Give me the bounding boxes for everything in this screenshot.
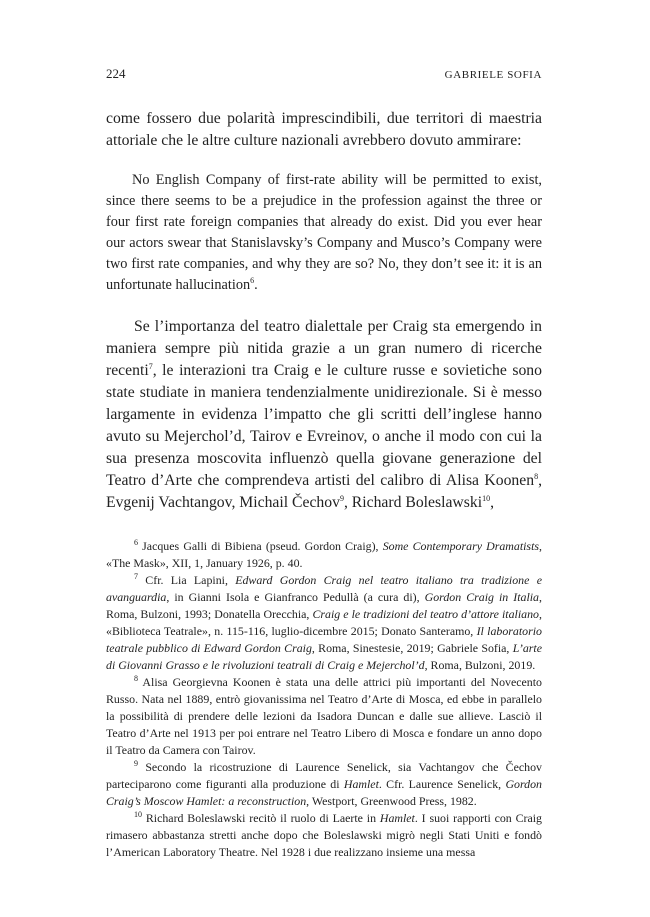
footnote-text: , «The Mask», XII, 1, January 1926, p. 40. [106, 539, 542, 570]
footnote-8 [106, 674, 542, 759]
paragraph-segment: Se l’importanza del teatro dialettale per Craig sta emergendo in maniera sempre più nitida grazie a un gran numero di ricerche recenti [106, 318, 542, 379]
footnote-text: Richard Boleslawski recitò il ruolo di Laerte in [145, 811, 380, 825]
footnote-title: Gordon Craig in Italia [424, 590, 540, 604]
footnote-title: Hamlet [343, 777, 379, 791]
footnote-ref-7[interactable]: 7 [148, 361, 153, 371]
footnote-number: 8 [134, 674, 138, 684]
body-paragraph [106, 316, 542, 514]
footnote-text: , Roma, Bulzoni, 1993; Donatella Orecchia, [106, 590, 542, 621]
footnote-title: L’arte di Giovanni Grasso e le rivoluzioni teatrali di Craig e Mejerchol’d [106, 641, 542, 672]
footnote-10 [106, 810, 542, 861]
footnote-text: , Westport, Greenwood Press, 1982. [306, 794, 477, 808]
footnote-7 [106, 572, 542, 674]
running-head: GABRIELE SOFIA [444, 69, 542, 81]
footnote-title: Some Contemporary Dramatists [382, 539, 539, 553]
footnote-title: Edward Gordon Craig nel teatro italiano tra tradizione e avanguardia [106, 573, 542, 604]
footnote-text: . I suoi rapporti con Craig rimasero abbastanza stretti anche dopo che Boleslawski migrò negli Stati Uniti e fondò l’American Laboratory Theatre. Nel 1928 i due realizzano insieme una messa [106, 811, 542, 859]
footnote-title: Gordon Craig’s Moscow Hamlet: a reconstruction [106, 777, 543, 808]
quote-text: No English Company of first-rate ability will be permitted to exist, since there seems to be a prejudice in the profession against the three or four first rate foreign companies that already do exist. Did you ever hear our actors swear that Stanislavsky’s Company and Musco’s Company were two first rate companies, and why they are so? No, they don’t see it: it is an unfortunate hallucination [106, 172, 542, 293]
paragraph-segment: , Richard Boleslawski [343, 494, 483, 511]
footnote-text: Jacques Galli di Bibiena (pseud. Gordon Craig), [142, 539, 383, 553]
footnote-text: , Roma, Sinestesie, 2019; Gabriele Sofia, [311, 641, 513, 655]
footnote-number: 9 [134, 759, 138, 769]
footnote-9 [106, 759, 542, 810]
footnote-text: . Cfr. Laurence Senelick, [378, 777, 506, 791]
footnote-6 [106, 538, 542, 572]
footnote-text: Alisa Georgievna Koonen è stata una delle attrici più importanti del Novecento Russo. Nata nel 1889, entrò giovanissima nel Teatro d’Arte di Mosca, ed ebbe in parallelo la possibilità di prendere delle lezioni da Isadora Duncan e dalle sue allieve. Lasciò il Teatro d’Arte nel 1913 per poi entrare nel Teatro Libero di Mosca e fondare un anno dopo il Teatro da Camera con Tairov. [106, 675, 542, 757]
footnote-number: 6 [134, 538, 138, 548]
block-quote: No English Company of first-rate ability will be permitted to exist, since there seems to be a prejudice in the profession against the three or four first rate foreign companies that already do exist. Did you ever hear our actors swear that Stanislavsky’s Company and Musco’s Company were two first rate companies, and why they are so? No, they don’t see it: it is an unfortunate hallucination$^6$. [106, 172, 542, 293]
footnote-ref-6[interactable]: 6 [250, 276, 255, 286]
footnote-text: , Roma, Bulzoni, 2019. [424, 658, 536, 672]
paragraph-segment: , [490, 494, 494, 511]
page-number: 224 [106, 66, 126, 81]
footnote-number: 7 [134, 572, 138, 582]
lead-paragraph: come fossero due polarità imprescindibili, due territori di maestria attoriale che le altre culture nazionali avrebbero dovuto ammirare: [106, 110, 542, 149]
footnote-text: , «Biblioteca Teatrale», n. 115-116, luglio-dicembre 2015; Donato Santeramo, [106, 607, 542, 638]
footnote-ref-9[interactable]: 9 [339, 493, 344, 503]
main-text [106, 108, 542, 861]
paragraph-segment: , Evgenij Vachtangov, Michail Čechov [106, 472, 542, 511]
page-header [106, 66, 542, 82]
footnote-ref-10[interactable]: 10 [482, 493, 491, 503]
footnote-text: , in Gianni Isola e Gianfranco Pedullà (a cura di), [166, 590, 425, 604]
footnotes [106, 538, 542, 861]
footnote-ref-8[interactable]: 8 [534, 471, 539, 481]
footnote-text: Cfr. Lia Lapini, [145, 573, 236, 587]
footnote-number: 10 [134, 810, 142, 820]
footnote-title: Hamlet [379, 811, 415, 825]
footnote-title: Craig e le tradizioni del teatro d’attore italiano [312, 607, 539, 621]
footnote-title: Il laboratorio teatrale pubblico di Edward Gordon Craig [106, 624, 543, 655]
footnote-text: Secondo la ricostruzione di Laurence Senelick, sia Vachtangov che Čechov parteciparono come figuranti alla produzione di [106, 760, 542, 791]
paragraph-segment: , le interazioni tra Craig e le culture russe e sovietiche sono state studiate in maniera tendenzialmente unidirezionale. Si è messo largamente in evidenza l’impatto che gli scritti dell’inglese hanno avuto su Mejerchol’d, Tairov e Evreinov, o anche il modo con cui la sua presenza moscovita influenzò quella giovane generazione del Teatro d’Arte che comprendeva artisti del calibro di Alisa Koonen [106, 362, 542, 489]
